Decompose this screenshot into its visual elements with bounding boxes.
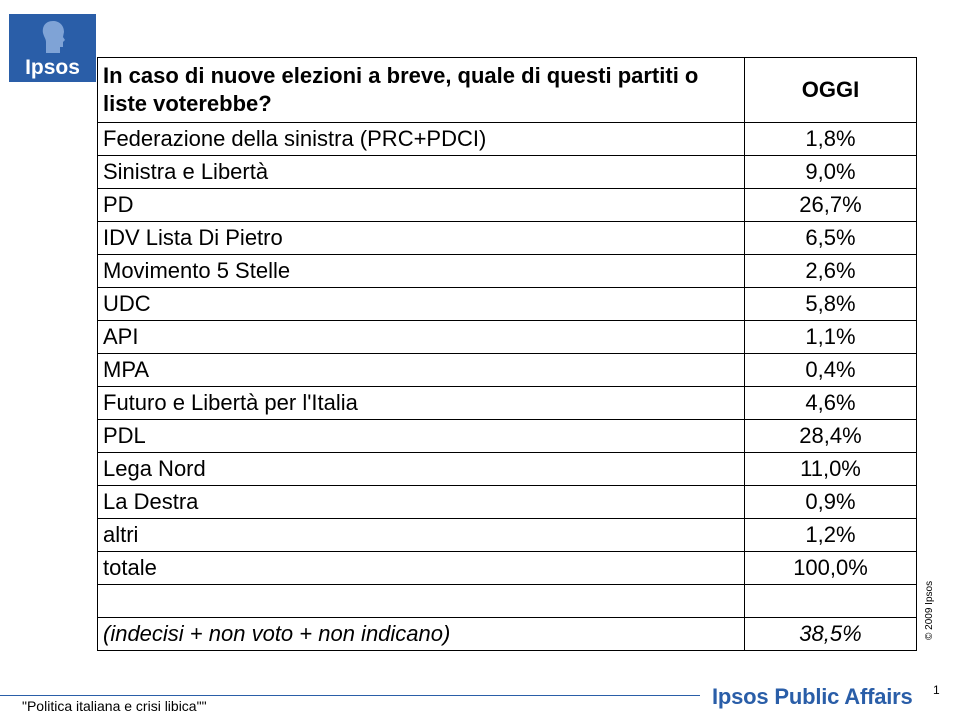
party-label: Futuro e Libertà per l'Italia <box>98 387 745 420</box>
percentage-value: 11,0% <box>745 453 917 486</box>
percentage-value: 4,6% <box>745 387 917 420</box>
table-row <box>98 453 917 486</box>
poll-table <box>97 57 917 651</box>
page-number: 1 <box>933 683 940 697</box>
party-label: totale <box>98 552 745 585</box>
party-label: PDL <box>98 420 745 453</box>
party-label: IDV Lista Di Pietro <box>98 222 745 255</box>
table-row <box>98 123 917 156</box>
percentage-value: 1,8% <box>745 123 917 156</box>
percentage-value: 2,6% <box>745 255 917 288</box>
table-row <box>98 387 917 420</box>
party-label: Lega Nord <box>98 453 745 486</box>
table-row <box>98 618 917 651</box>
footer-divider <box>0 695 700 696</box>
percentage-value: 38,5% <box>745 618 917 651</box>
table-row <box>98 288 917 321</box>
party-label: Sinistra e Libertà <box>98 156 745 189</box>
table-row <box>98 321 917 354</box>
brand-name: Ipsos Public Affairs <box>712 684 913 709</box>
party-label: UDC <box>98 288 745 321</box>
table-row <box>98 255 917 288</box>
party-label: La Destra <box>98 486 745 519</box>
table-row <box>98 156 917 189</box>
percentage-value: 5,8% <box>745 288 917 321</box>
table-row <box>98 420 917 453</box>
column-header-oggi: OGGI <box>745 58 917 123</box>
party-label: MPA <box>98 354 745 387</box>
percentage-value: 9,0% <box>745 156 917 189</box>
party-label <box>98 585 745 618</box>
copyright-notice: © 2009 Ipsos <box>924 580 935 640</box>
percentage-value: 100,0% <box>745 552 917 585</box>
question-text: In caso di nuove elezioni a breve, quale di questi partiti o liste voterebbe? <box>103 63 699 116</box>
percentage-value: 1,1% <box>745 321 917 354</box>
percentage-value <box>745 585 917 618</box>
table-header-row <box>98 58 917 123</box>
percentage-value: 6,5% <box>745 222 917 255</box>
table-row <box>98 354 917 387</box>
party-label: altri <box>98 519 745 552</box>
table-row <box>98 486 917 519</box>
party-label: PD <box>98 189 745 222</box>
logo-text: Ipsos <box>25 56 80 79</box>
table-row <box>98 552 917 585</box>
table-row <box>98 585 917 618</box>
footer-title: "Politica italiana e crisi libica"" <box>22 698 207 714</box>
table-row <box>98 519 917 552</box>
party-label: (indecisi + non voto + non indicano) <box>98 618 745 651</box>
percentage-value: 0,4% <box>745 354 917 387</box>
table-row <box>98 222 917 255</box>
percentage-value: 1,2% <box>745 519 917 552</box>
percentage-value: 26,7% <box>745 189 917 222</box>
percentage-value: 0,9% <box>745 486 917 519</box>
party-label: Federazione della sinistra (PRC+PDCI) <box>98 123 745 156</box>
party-label: Movimento 5 Stelle <box>98 255 745 288</box>
percentage-value: 28,4% <box>745 420 917 453</box>
head-silhouette-icon <box>40 20 66 54</box>
ipsos-logo <box>9 14 96 82</box>
table-row <box>98 189 917 222</box>
question-header <box>98 58 745 123</box>
party-label: API <box>98 321 745 354</box>
